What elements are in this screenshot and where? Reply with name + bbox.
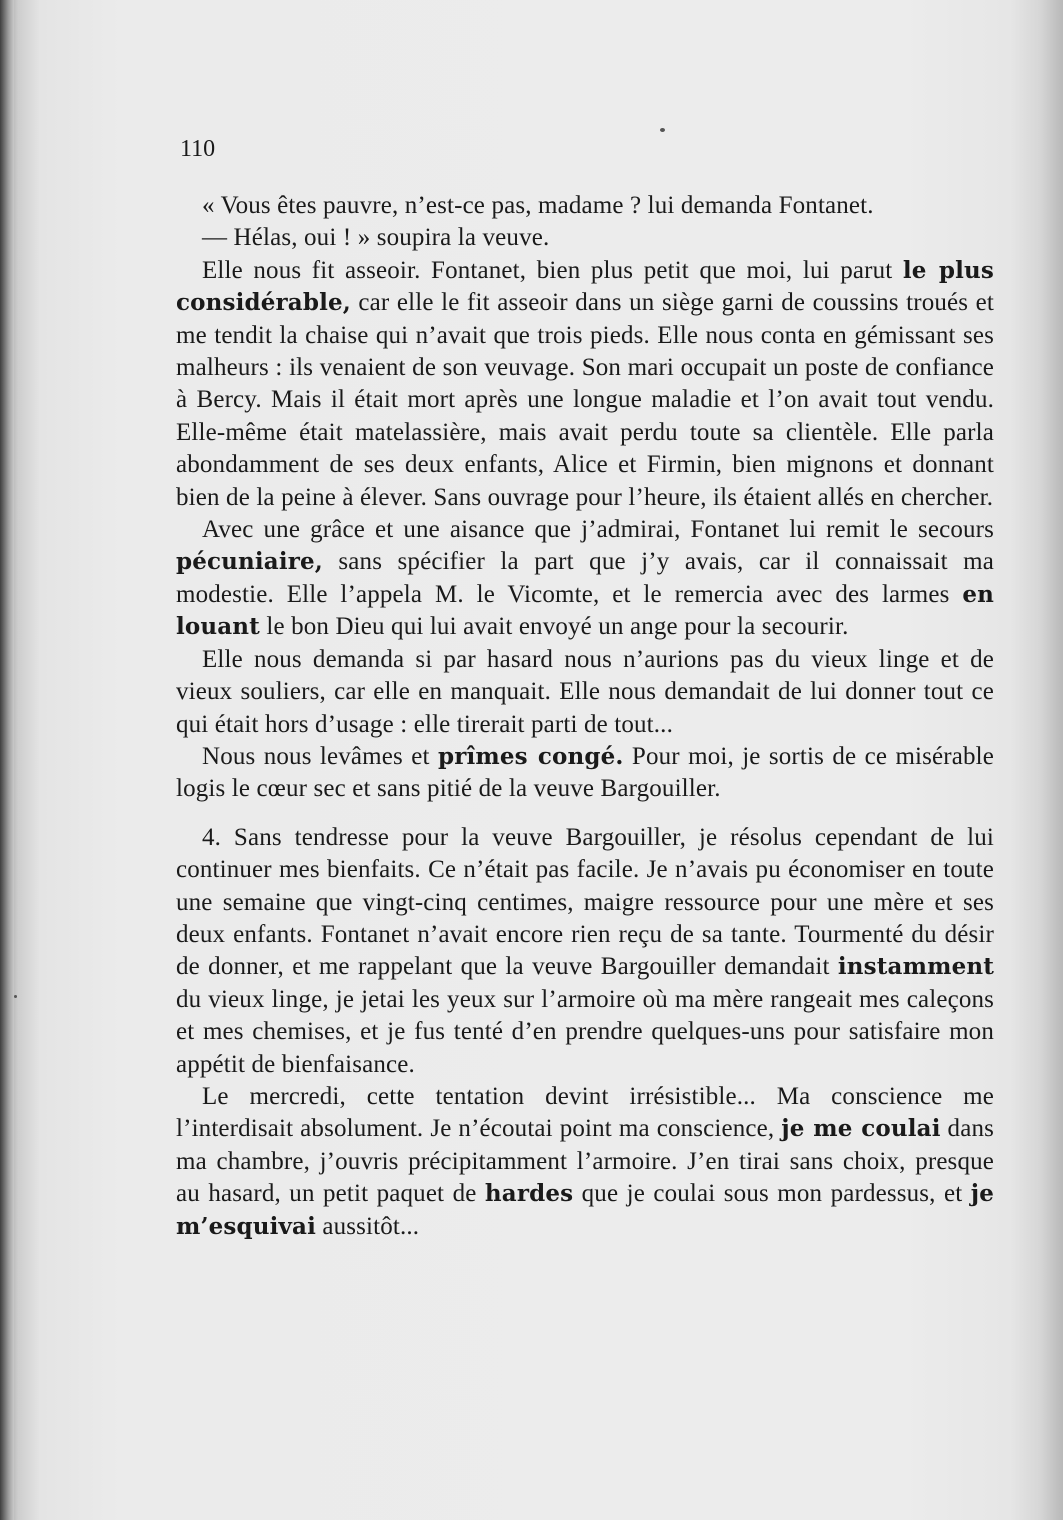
paragraph bbox=[176, 255, 994, 514]
paragraph bbox=[176, 222, 994, 254]
paragraph bbox=[176, 514, 994, 644]
scan-speck bbox=[14, 995, 17, 998]
text-run: 4. Sans tendresse pour la veuve Bargouiller, je résolus cependant de lui continuer mes bienfaits. Ce n’était pas facile. Je n’avais pu économiser en toute une semaine que vingt-cinq centimes, maigre ressource pour une mère et ses deux enfants. Fontanet n’avait encore rien reçu de sa tante. Tourmenté du désir de donner, et me rappelant que la veuve Bargouiller demandait bbox=[176, 823, 994, 981]
bold-term: je m’esquivai bbox=[176, 1180, 994, 1240]
text-run: aussitôt... bbox=[315, 1212, 420, 1240]
text-run: Le mercredi, cette tentation devint irrésistible... Ma conscience me l’interdisait absolument. Je n’écoutai point ma conscience, bbox=[176, 1082, 994, 1143]
paragraph bbox=[176, 644, 994, 741]
paragraph bbox=[176, 822, 994, 1081]
page-number: 110 bbox=[180, 136, 216, 162]
text-run: dans ma chambre, j’ouvris précipitamment l’armoire. J’en tirai sans choix, presque au hasard, un petit paquet de bbox=[176, 1115, 994, 1208]
bold-term: prîmes congé. bbox=[437, 742, 624, 770]
text-run: le bon Dieu qui lui avait envoyé un ange pour la secourir. bbox=[259, 613, 849, 641]
text-run: Elle nous demanda si par hasard nous n’aurions pas du vieux linge et de vieux souliers, car elle en manquait. Elle nous demandait de lui donner tout ce qui était hors d’usage : elle tirerait parti de tout... bbox=[176, 645, 994, 738]
paragraph bbox=[176, 741, 994, 806]
text-run: « Vous êtes pauvre, n’est-ce pas, madame ? lui demanda Fontanet. bbox=[202, 192, 874, 219]
bold-term: hardes bbox=[484, 1180, 574, 1208]
text-run: Nous nous levâmes et bbox=[202, 742, 438, 770]
text-run: du vieux linge, je jetai les yeux sur l’armoire où ma mère rangeait mes caleçons et mes chemises, et je fus tenté d’en prendre quelques-uns pour satisfaire mon appétit de bienfaisance. bbox=[176, 985, 994, 1078]
paragraph bbox=[176, 1081, 994, 1243]
text-run: Pour moi, je sortis de ce misérable logis le cœur sec et sans pitié de la veuve Bargouiller. bbox=[176, 742, 994, 803]
text-run: Elle nous fit asseoir. Fontanet, bien plus petit que moi, lui parut bbox=[202, 256, 903, 284]
bold-term: pécuniaire, bbox=[176, 548, 323, 576]
text-run: Avec une grâce et une aisance que j’admirai, Fontanet lui remit le secours bbox=[202, 516, 994, 544]
book-binding-shadow bbox=[0, 0, 14, 1520]
text-run: — Hélas, oui ! » soupira la veuve. bbox=[202, 224, 550, 252]
bold-term: instamment bbox=[837, 953, 994, 981]
bold-term: je me coulai bbox=[781, 1115, 941, 1143]
text-run: sans spécifier la part que j’y avais, car il connaissait ma modestie. Elle l’appela M. le Vicomte, et le remercia avec des larmes bbox=[176, 548, 994, 608]
bold-term: en louant bbox=[176, 580, 994, 641]
bold-term: le plus considérable, bbox=[176, 256, 994, 317]
body-text bbox=[176, 125, 994, 1243]
text-run: que je coulai sous mon pardessus, et bbox=[573, 1180, 971, 1208]
text-run: car elle le fit asseoir dans un siège garni de coussins troués et me tendit la chaise qui n’avait que trois pieds. Elle nous conta en gémissant ses malheurs : ils venaient de son veuvage. Son mari occupait un poste de confiance à Bercy. Mais il était mort après une longue maladie et l’on avait tout vendu. Elle-même était matelassière, mais avait perdu toute sa clientèle. Elle parla abondamment de ses deux enfants, Alice et Firmin, bien mignons et donnant bien de la peine à élever. Sans ouvrage pour l’heure, ils étaient allés en chercher. bbox=[176, 289, 994, 511]
paragraph bbox=[176, 190, 994, 222]
